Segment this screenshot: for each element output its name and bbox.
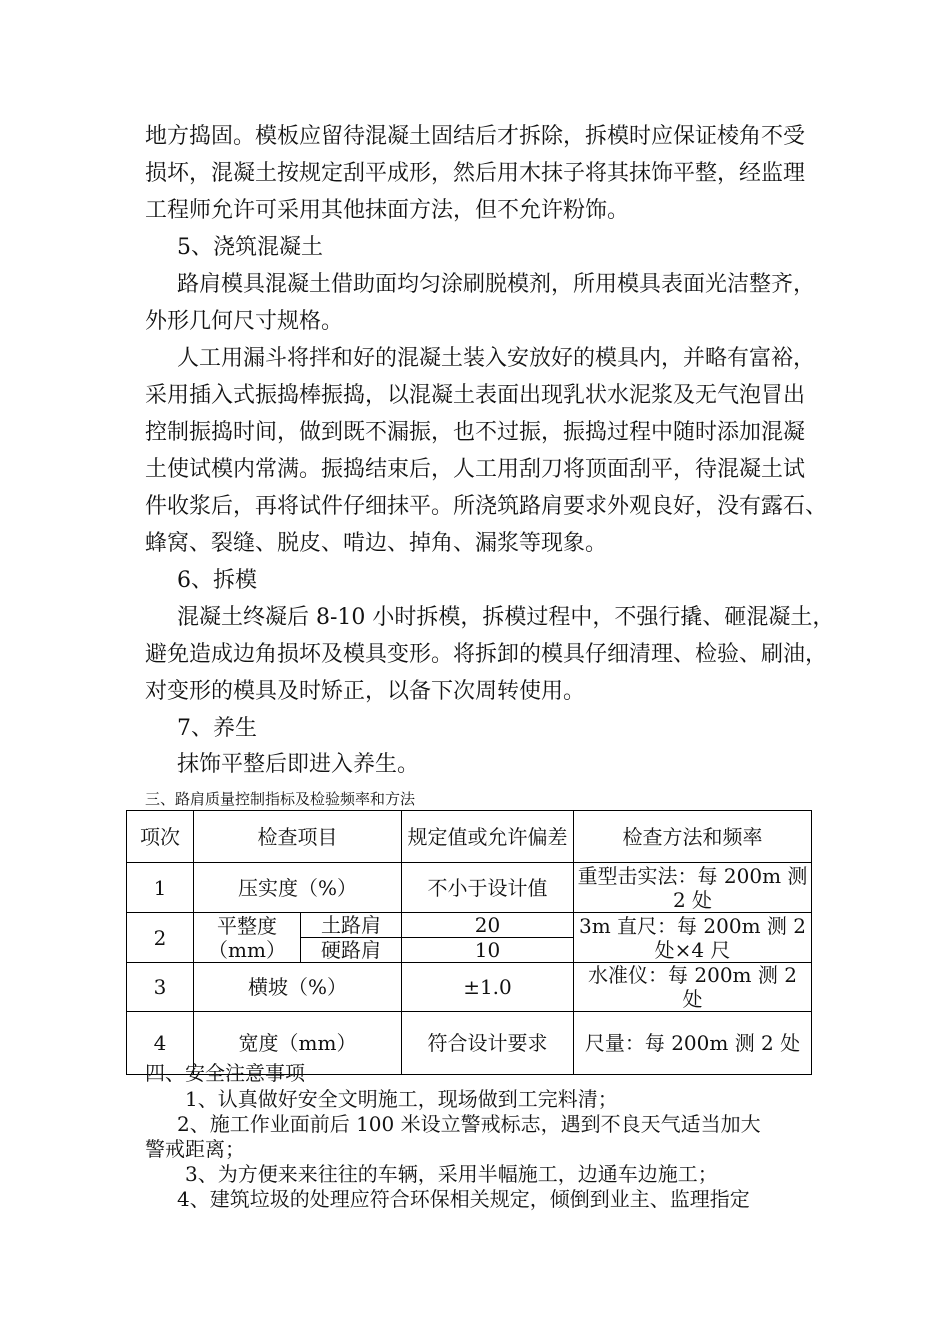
paragraph-line: 地方捣固。模板应留待混凝土固结后才拆除，拆模时应保证棱角不受 xyxy=(145,124,806,149)
table-cell: ±1.0 xyxy=(402,963,574,1012)
paragraph-line: 件收浆后，再将试件仔细抹平。所浇筑路肩要求外观良好，没有露石、 xyxy=(145,494,828,519)
table-row xyxy=(127,963,812,1012)
table-row xyxy=(127,913,812,938)
table-cell: 硬路肩 xyxy=(301,938,402,963)
section-heading: 5、浇筑混凝土 xyxy=(177,235,323,260)
table-cell: 10 xyxy=(402,938,574,963)
table-cell: 20 xyxy=(402,913,574,938)
table-cell: 3 xyxy=(127,963,194,1012)
paragraph-line: 控制振捣时间，做到既不漏振，也不过振，振捣过程中随时添加混凝 xyxy=(145,420,806,445)
list-item: 2、施工作业面前后 100 米设立警戒标志，遇到不良天气适当加大 xyxy=(177,1112,761,1136)
quality-control-table xyxy=(126,810,812,1075)
table-cell: 水准仪：每 200m 测 2 处 xyxy=(574,963,812,1012)
table-cell: 2 xyxy=(127,913,194,963)
section-heading: 6、拆模 xyxy=(177,568,257,593)
list-item: 4、建筑垃圾的处理应符合环保相关规定，倾倒到业主、监理指定 xyxy=(177,1187,750,1211)
paragraph-line: 对变形的模具及时矫正，以备下次周转使用。 xyxy=(145,679,586,704)
table-cell: 重型击实法：每 200m 测 2 处 xyxy=(574,863,812,913)
section-heading: 7、养生 xyxy=(177,716,257,741)
table-cell: 4 xyxy=(127,1012,194,1075)
table-cell: 1 xyxy=(127,863,194,913)
header-cell: 规定值或允许偏差 xyxy=(402,811,574,863)
paragraph-line: 外形几何尺寸规格。 xyxy=(145,309,344,334)
list-item: 1、认真做好安全文明施工，现场做到工完料清； xyxy=(185,1087,618,1111)
paragraph-line: 土使试模内常满。振捣结束后，人工用刮刀将顶面刮平，待混凝土试 xyxy=(145,457,806,482)
header-cell: 检查项目 xyxy=(194,811,402,863)
paragraph-line: 采用插入式振捣棒振捣，以混凝土表面出现乳状水泥浆及无气泡冒出 xyxy=(145,383,806,408)
table-cell: 土路肩 xyxy=(301,913,402,938)
paragraph-line: 避免造成边角损坏及模具变形。将拆卸的模具仔细清理、检验、刷油， xyxy=(145,642,828,667)
table-row xyxy=(127,863,812,913)
list-item-continuation: 警戒距离； xyxy=(145,1137,245,1161)
header-cell: 检查方法和频率 xyxy=(574,811,812,863)
header-cell: 项次 xyxy=(127,811,194,863)
paragraph-line: 蜂窝、裂缝、脱皮、啃边、掉角、漏浆等现象。 xyxy=(145,531,608,556)
paragraph-line: 混凝土终凝后 8-10 小时拆模，拆模过程中，不强行撬、砸混凝土， xyxy=(177,605,835,630)
table-cell: 平整度（mm） xyxy=(194,913,301,963)
table-cell: 不小于设计值 xyxy=(402,863,574,913)
table-cell: 尺量：每 200m 测 2 处 xyxy=(574,1012,812,1075)
table-cell: 压实度（%） xyxy=(194,863,402,913)
paragraph-line: 工程师允许可采用其他抹面方法，但不允许粉饰。 xyxy=(145,198,630,223)
paragraph-line: 人工用漏斗将拌和好的混凝土装入安放好的模具内，并略有富裕， xyxy=(177,346,816,371)
section-heading: 四、安全注意事项 xyxy=(145,1061,305,1085)
table-caption: 三、路肩质量控制指标及检验频率和方法 xyxy=(145,790,416,808)
table-cell: 3m 直尺：每 200m 测 2 处×4 尺 xyxy=(574,913,812,963)
table-header-row xyxy=(127,811,812,863)
table-cell: 宽度（mm） xyxy=(194,1012,402,1075)
list-item: 3、为方便来来往往的车辆，采用半幅施工，边通车边施工； xyxy=(185,1162,718,1186)
paragraph-line: 损坏，混凝土按规定刮平成形，然后用木抹子将其抹饰平整，经监理 xyxy=(145,161,806,186)
paragraph-line: 路肩模具混凝土借助面均匀涂刷脱模剂，所用模具表面光洁整齐， xyxy=(177,272,816,297)
paragraph-line: 抹饰平整后即进入养生。 xyxy=(177,752,420,777)
table-cell: 横坡（%） xyxy=(194,963,402,1012)
table-cell: 符合设计要求 xyxy=(402,1012,574,1075)
